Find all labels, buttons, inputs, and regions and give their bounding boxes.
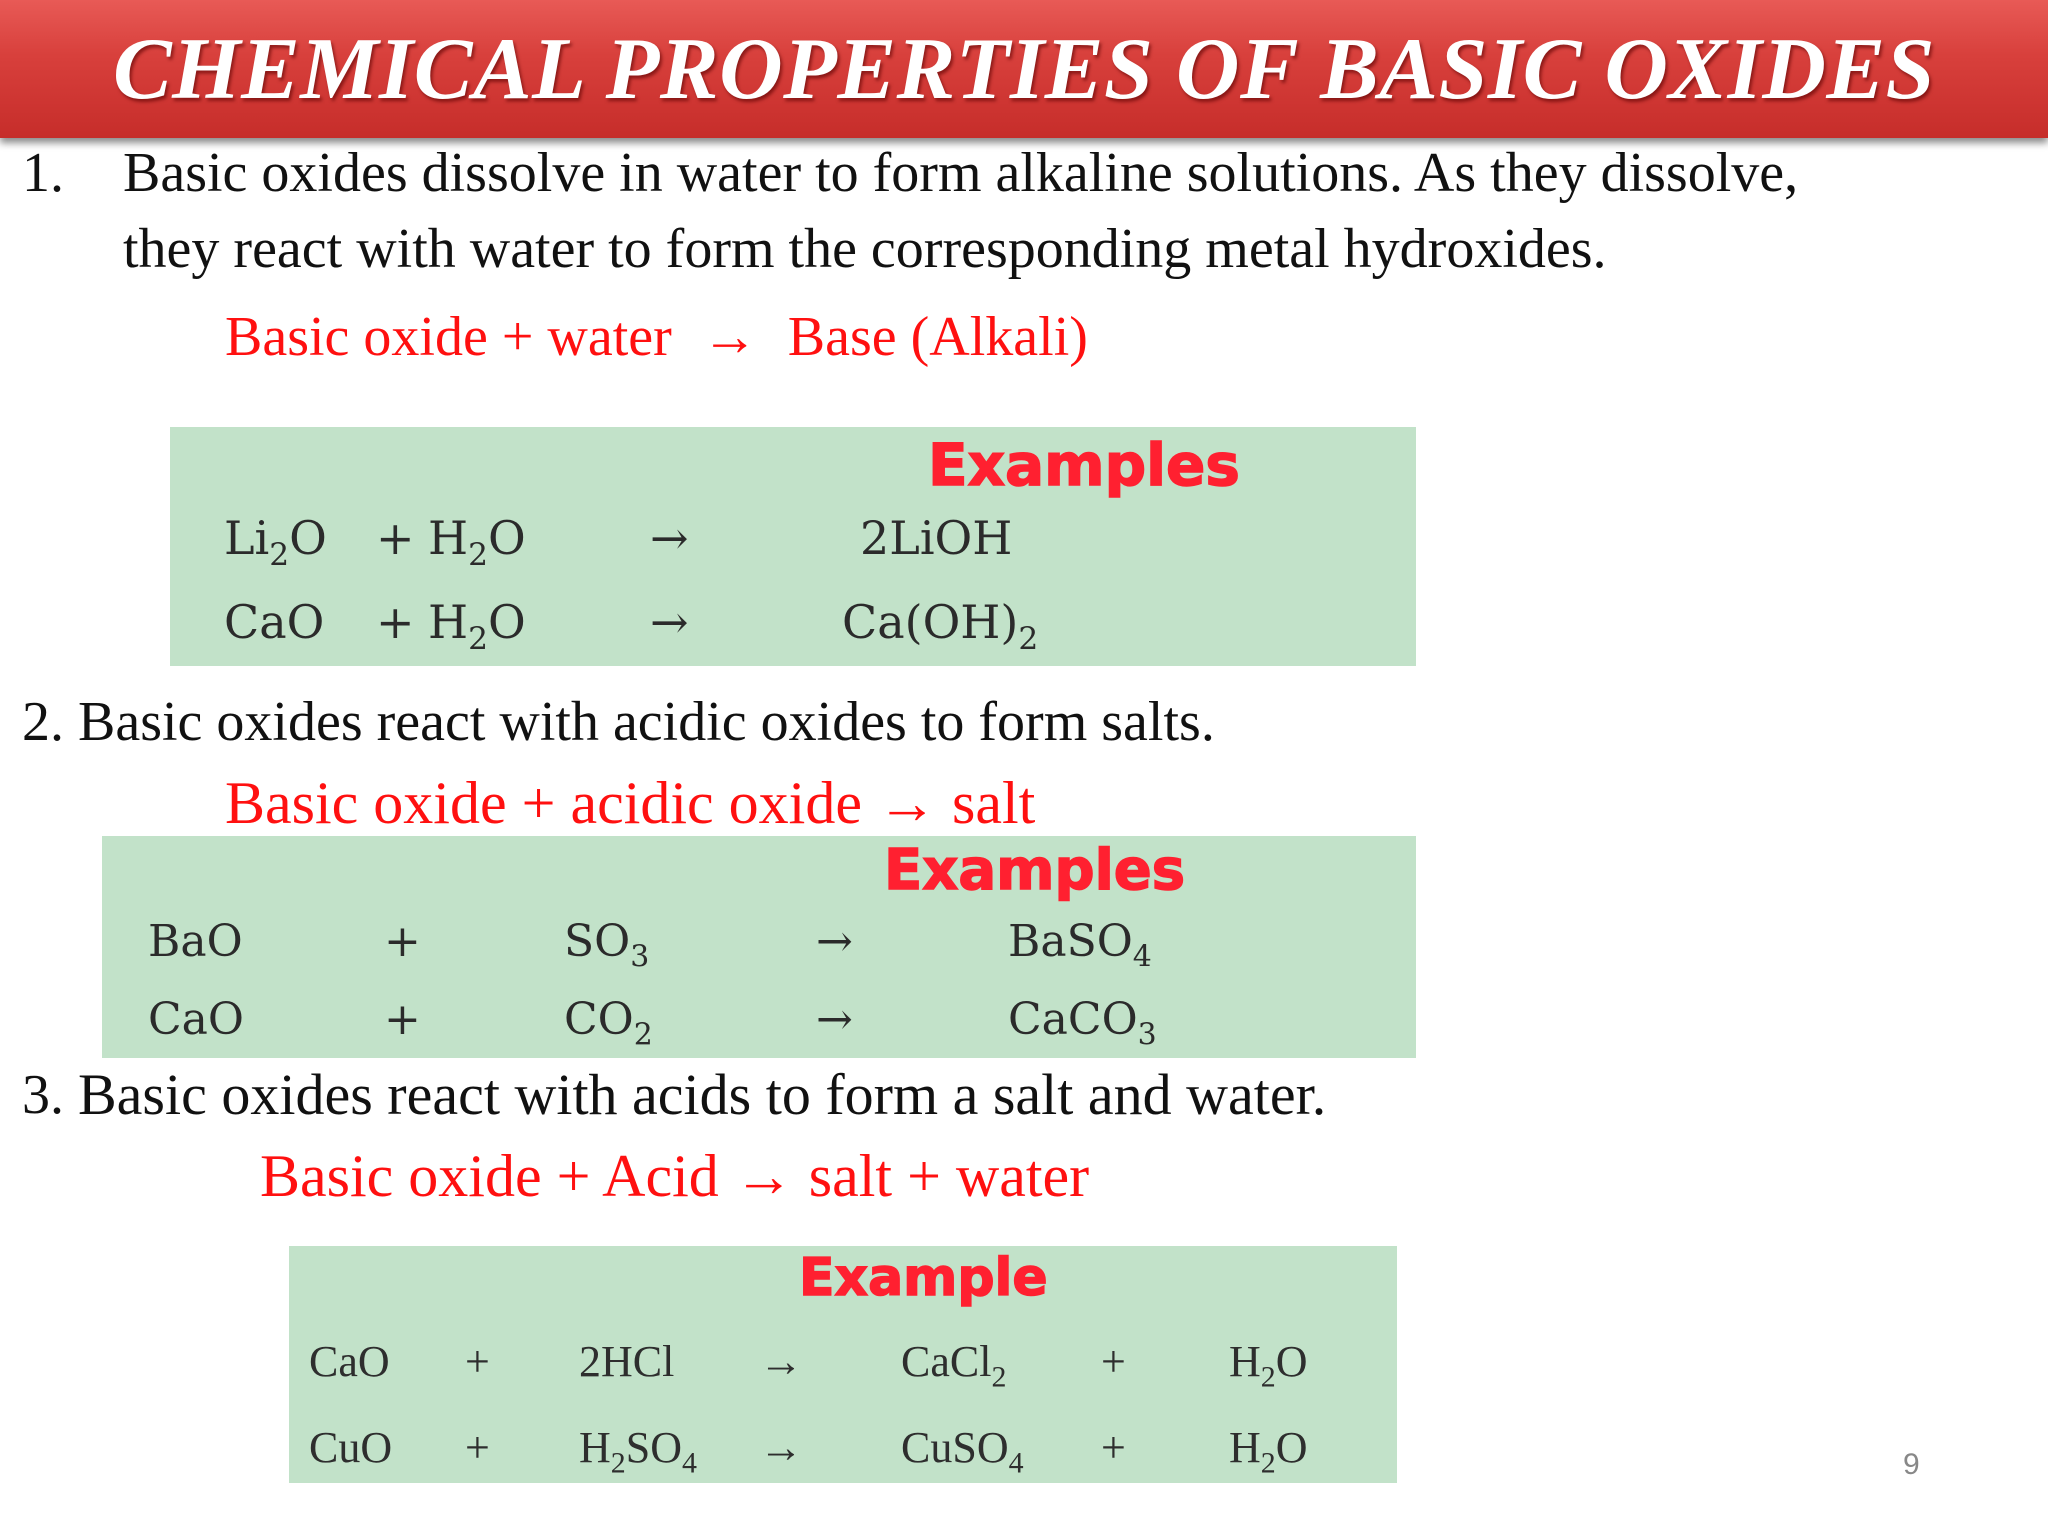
eq1-row2-plus: + (376, 595, 415, 649)
point-1-number: 1. (22, 142, 64, 204)
eq3-row1-d: $H_2O$ (1229, 1337, 1308, 1394)
eq1-row2-reactant-b: $H_2O$ (428, 595, 526, 657)
rule-1-arrow: → (701, 306, 758, 368)
eq2-row1-a: BaO (148, 916, 243, 967)
point-2-heading: 2. Basic oxides react with acidic oxides to form salts. (22, 691, 1215, 753)
eq1-row1-reactant-b: $H_2O$ (428, 511, 526, 573)
eq2-row2-arrow: → (816, 994, 853, 1045)
point-1-rule (225, 302, 1088, 372)
rule-1-left: Basic oxide + water (225, 306, 672, 368)
examples-title-3: Example (799, 1248, 1048, 1308)
eq3-row2-b: $H_2SO_4$ (579, 1423, 697, 1480)
point-3-number: 3. (22, 1064, 64, 1126)
eq1-row1-plus: + (376, 511, 415, 565)
eq2-row2-plus: + (384, 994, 421, 1045)
page-number: 9 (1903, 1448, 1920, 1481)
eq2-row2-a: CaO (148, 994, 244, 1045)
eq3-row1-plus-2: + (1101, 1337, 1126, 1386)
eq3-row2-plus-1: + (465, 1423, 490, 1472)
point-1-line-1: Basic oxides dissolve in water to form alkaline solutions. As they dissolve, (123, 142, 1799, 204)
point-1-line-2: they react with water to form the corresponding metal hydroxides. (123, 218, 1607, 280)
slide-title: CHEMICAL PROPERTIES OF BASIC OXIDES (112, 20, 1936, 118)
eq3-row1-b: 2HCl (579, 1337, 675, 1386)
point-3-heading: Basic oxides react with acids to form a salt and water. (78, 1062, 1327, 1127)
eq3-row1-arrow: → (759, 1337, 803, 1386)
examples-box-2 (102, 836, 1416, 1058)
examples-title-2: Examples (884, 838, 1186, 903)
eq3-row1-plus-1: + (465, 1337, 490, 1386)
examples-title-1: Examples (928, 431, 1240, 499)
eq2-row1-plus: + (384, 916, 421, 967)
eq3-row2-c: CuSO$_4$ (901, 1423, 1024, 1480)
eq1-row1-arrow: → (650, 511, 689, 565)
eq2-row1-c: BaSO$_4$ (1008, 916, 1152, 975)
eq3-row2-plus-2: + (1101, 1423, 1126, 1472)
eq3-row2-a: CuO (309, 1423, 393, 1472)
eq2-row2-b: $CO_2$ (564, 994, 653, 1053)
eq2-row2-c: CaCO$_3$ (1008, 994, 1157, 1053)
point-2-rule: Basic oxide + acidic oxide → salt (225, 770, 1036, 836)
eq1-row2-arrow: → (650, 595, 689, 649)
eq1-row2-reactant-a: CaO (224, 595, 325, 649)
eq3-row2-arrow: → (759, 1423, 803, 1472)
eq1-row1-reactant-a: $Li_2O$ (224, 511, 327, 573)
point-3-rule: Basic oxide + Acid → salt + water (260, 1143, 1090, 1209)
examples-box-1 (170, 427, 1416, 666)
eq1-row1-product: 2LiOH (860, 511, 1013, 565)
eq3-row1-c: CaCl$_2$ (901, 1337, 1007, 1394)
eq2-row1-b: $SO_3$ (564, 916, 650, 975)
title-banner (0, 0, 2048, 138)
examples-box-3 (289, 1246, 1397, 1483)
eq1-row2-product: $Ca(OH)_2$ (842, 595, 1039, 657)
rule-1-right: Base (Alkali) (787, 306, 1088, 368)
eq3-row2-d: $H_2O$ (1229, 1423, 1308, 1480)
eq2-row1-arrow: → (816, 916, 853, 967)
point-1-text (123, 135, 1798, 287)
eq3-row1-a: CaO (309, 1337, 390, 1386)
